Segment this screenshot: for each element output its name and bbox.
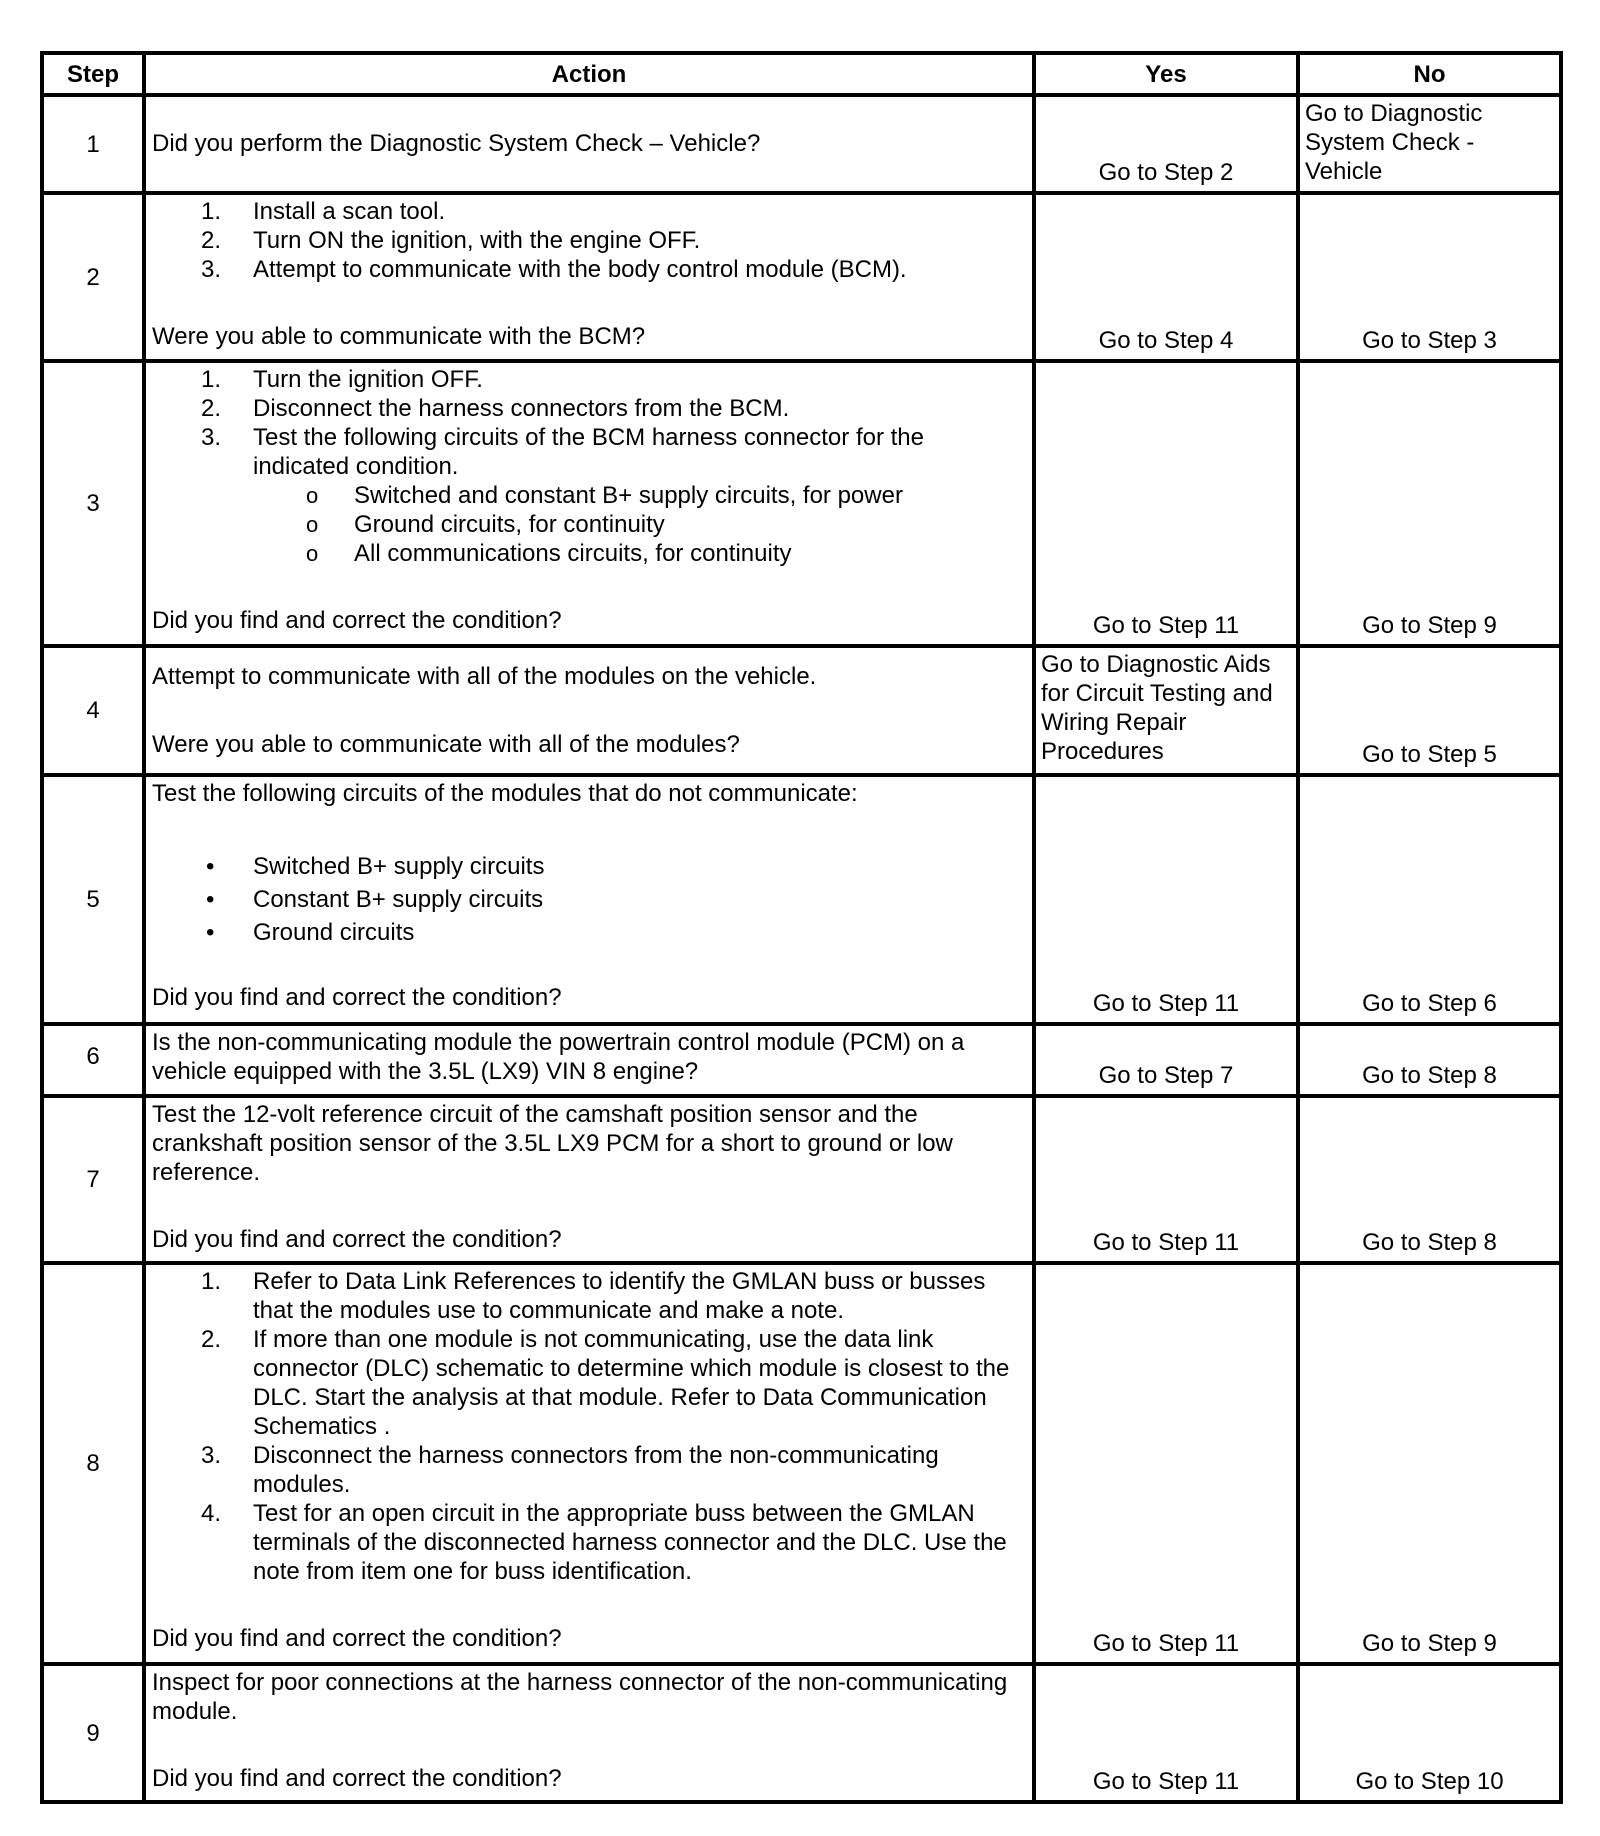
table-row [42,1024,1561,1096]
item-number: 2. [201,227,222,254]
yes-cell: Go to Step 11 [1034,1263,1298,1664]
numbered-list [152,1267,1026,1586]
bullet-list [152,852,1026,947]
item-number: 1. [201,198,222,225]
item-number: 2. [201,395,222,422]
yes-cell: Go to Step 11 [1034,361,1298,646]
table-row [42,361,1561,646]
header-action: Action [144,53,1034,95]
list-item: 1. Install a scan tool. [201,198,446,225]
no-cell: Go to Step 9 [1298,1263,1561,1664]
action-text: Is the non-communicating module the powertrain control module (PCM) on a vehicle equipped with the 3.5L (LX9) VIN 8 engine? [152,1029,965,1085]
table-row [42,775,1561,1024]
yes-cell: Go to Step 4 [1034,193,1298,361]
no-cell: Go to Step 10 [1298,1664,1561,1802]
header-row [42,53,1561,95]
question-text: Did you find and correct the condition? [152,984,562,1011]
table-row [42,95,1561,193]
step-number: 4 [42,646,144,775]
yes-cell: Go to Diagnostic Aids for Circuit Testing and Wiring Repair Procedures [1034,646,1298,775]
list-item: 2. Turn ON the ignition, with the engine OFF. [201,227,701,254]
yes-cell: Go to Step 11 [1034,1664,1298,1802]
table-row [42,1263,1561,1664]
yes-cell: Go to Step 7 [1034,1024,1298,1096]
step-number: 2 [42,193,144,361]
action-cell [144,1096,1034,1263]
item-number: 1. [201,1268,222,1295]
yes-cell: Go to Step 11 [1034,1096,1298,1263]
action-cell [144,1664,1034,1802]
action-text: Did you perform the Diagnostic System Check – Vehicle? [152,129,761,157]
question-text: Did you find and correct the condition? [152,607,562,634]
yes-cell: Go to Step 2 [1034,95,1298,193]
list-item: 3. Attempt to communicate with the body control module (BCM). [201,256,907,283]
bullet-icon: • [206,853,215,880]
question-text: Were you able to communicate with all of the modules? [152,731,740,758]
circle-bullet-icon: o [306,541,319,566]
yes-cell: Go to Step 11 [1034,775,1298,1024]
item-number: 3. [201,256,222,283]
question-text: Did you find and correct the condition? [152,1765,562,1792]
no-cell: Go to Step 3 [1298,193,1561,361]
list-item: 1. Refer to Data Link References to identify the GMLAN buss or busses that the modules use to communicate and make a note. [201,1268,986,1324]
action-text: Attempt to communicate with all of the modules on the vehicle. [152,663,817,690]
action-cell [144,95,1034,193]
bullet-item: • Constant B+ supply circuits [206,886,544,913]
list-item: 2. If more than one module is not communicating, use the data link connector (DLC) schematic to determine which module is closest to the DLC. Start the analysis at that module. Refer to Data Communication Schematics . [201,1326,1010,1440]
action-cell [144,775,1034,1024]
header-yes: Yes [1034,53,1298,95]
item-number: 2. [201,1326,222,1353]
action-text: Test the following circuits of the modules that do not communicate: [152,780,858,807]
action-text: Test the 12-volt reference circuit of the camshaft position sensor and the crankshaft position sensor of the 3.5L LX9 PCM for a short to ground or low reference. [152,1101,953,1186]
step-number: 6 [42,1024,144,1096]
list-item: 2. Disconnect the harness connectors from the BCM. [201,395,790,422]
no-cell: Go to Step 6 [1298,775,1561,1024]
action-cell [144,646,1034,775]
sub-list [152,481,1026,568]
no-cell: Go to Step 9 [1298,361,1561,646]
table-row [42,193,1561,361]
step-number: 1 [42,95,144,193]
list-item: 3. Disconnect the harness connectors from the non-communicating modules. [201,1442,939,1498]
no-cell: Go to Step 5 [1298,646,1561,775]
sub-list-item: o Ground circuits, for continuity [306,511,665,538]
bullet-icon: • [206,919,215,946]
step-number: 8 [42,1263,144,1664]
bullet-item: • Switched B+ supply circuits [206,853,545,880]
step-number: 9 [42,1664,144,1802]
list-item: 4. Test for an open circuit in the appropriate buss between the GMLAN terminals of the disconnected harness connector and the DLC. Use the note from item one for buss identification. [201,1500,1007,1585]
question-text: Did you find and correct the condition? [152,1226,562,1253]
sub-list-item: o All communications circuits, for continuity [306,540,792,567]
step-number: 3 [42,361,144,646]
circle-bullet-icon: o [306,483,319,508]
no-cell: Go to Diagnostic System Check - Vehicle [1298,95,1561,193]
question-text: Did you find and correct the condition? [152,1625,562,1652]
step-number: 5 [42,775,144,1024]
list-item: 3. Test the following circuits of the BCM harness connector for the indicated condition. [201,424,924,480]
diagnostic-table [40,51,1563,1804]
item-number: 3. [201,424,222,451]
action-text: Inspect for poor connections at the harness connector of the non-communicating module. [152,1669,1008,1725]
question-text: Were you able to communicate with the BCM? [152,323,646,350]
item-number: 3. [201,1442,222,1469]
action-cell [144,193,1034,361]
numbered-list [152,365,1026,481]
step-number: 7 [42,1096,144,1263]
item-number: 1. [201,366,222,393]
table-row [42,646,1561,775]
action-cell [144,1263,1034,1664]
sub-list-item: o Switched and constant B+ supply circuits, for power [306,482,903,509]
table-row [42,1664,1561,1802]
header-step: Step [42,53,144,95]
numbered-list [152,197,1026,284]
table-row [42,1096,1561,1263]
no-cell: Go to Step 8 [1298,1024,1561,1096]
bullet-icon: • [206,886,215,913]
bullet-item: • Ground circuits [206,919,415,946]
list-item: 1. Turn the ignition OFF. [201,366,483,393]
item-number: 4. [201,1500,222,1527]
header-no: No [1298,53,1561,95]
circle-bullet-icon: o [306,512,319,537]
action-cell [144,361,1034,646]
no-cell: Go to Step 8 [1298,1096,1561,1263]
action-cell [144,1024,1034,1096]
